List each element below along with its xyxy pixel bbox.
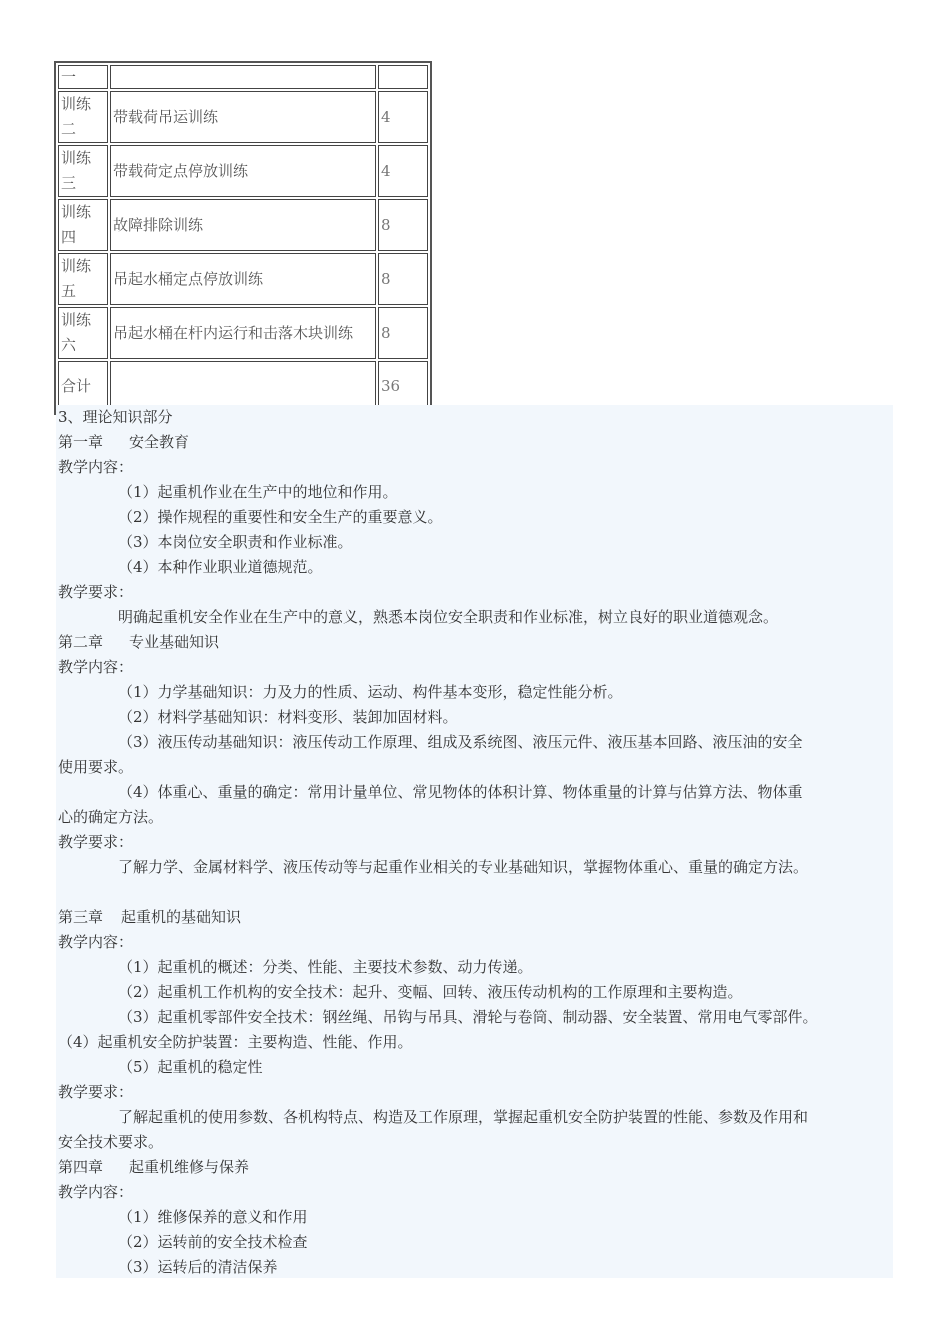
table-row bbox=[58, 361, 428, 411]
table-cell-name: 训练三 bbox=[58, 145, 108, 197]
list-item: （3）运转后的清洁保养 bbox=[118, 1258, 278, 1276]
list-item: （4）起重机安全防护装置：主要构造、性能、作用。 bbox=[58, 1033, 413, 1051]
requirement-text-continuation: 安全技术要求。 bbox=[58, 1133, 164, 1151]
table-row bbox=[58, 253, 428, 305]
list-item: （3）本岗位安全职责和作业标准。 bbox=[118, 533, 353, 551]
table-row bbox=[58, 199, 428, 251]
table-cell-name: 合计 bbox=[58, 361, 108, 411]
chapter-title: 专业基础知识 bbox=[129, 633, 220, 651]
table-cell-hours: 8 bbox=[378, 199, 428, 251]
table-cell-hours: 8 bbox=[378, 307, 428, 359]
table-cell-name: 一 bbox=[58, 65, 108, 89]
table-cell-name: 训练二 bbox=[58, 91, 108, 143]
chapter-4-heading bbox=[58, 1155, 249, 1180]
table-cell-hours bbox=[378, 65, 428, 89]
content-label: 教学内容： bbox=[58, 458, 134, 476]
training-hours-table bbox=[54, 61, 432, 415]
table-cell-name: 训练六 bbox=[58, 307, 108, 359]
requirement-text: 了解力学、金属材料学、液压传动等与起重作业相关的专业基础知识，掌握物体重心、重量的确定方法。 bbox=[118, 858, 809, 876]
chapter-label: 第二章 bbox=[58, 633, 104, 651]
chapter-label: 第四章 bbox=[58, 1158, 104, 1176]
list-item: （5）起重机的稳定性 bbox=[118, 1058, 263, 1076]
table-cell-hours: 4 bbox=[378, 145, 428, 197]
list-item: （1）起重机作业在生产中的地位和作用。 bbox=[118, 483, 398, 501]
table-cell-name: 训练五 bbox=[58, 253, 108, 305]
requirement-label: 教学要求： bbox=[58, 1083, 134, 1101]
list-item: （4）体重心、重量的确定：常用计量单位、常见物体的体积计算、物体重量的计算与估算方法、物体重 bbox=[118, 783, 803, 801]
table-row bbox=[58, 307, 428, 359]
table-cell-content bbox=[110, 361, 376, 411]
list-item: （2）起重机工作机构的安全技术：起升、变幅、回转、液压传动机构的工作原理和主要构造。 bbox=[118, 983, 743, 1001]
chapter-2-heading bbox=[58, 630, 219, 655]
list-item: （2）材料学基础知识：材料变形、装卸加固材料。 bbox=[118, 708, 458, 726]
list-item: （2）运转前的安全技术检查 bbox=[118, 1233, 308, 1251]
requirement-label: 教学要求： bbox=[58, 833, 134, 851]
content-label: 教学内容： bbox=[58, 658, 134, 676]
table-row bbox=[58, 65, 428, 89]
section-title: 3、理论知识部分 bbox=[58, 408, 173, 426]
chapter-label: 第三章 bbox=[58, 908, 104, 926]
table-cell-content: 故障排除训练 bbox=[110, 199, 376, 251]
table-cell-hours: 4 bbox=[378, 91, 428, 143]
requirement-text: 明确起重机安全作业在生产中的意义，熟悉本岗位安全职责和作业标准，树立良好的职业道德观念。 bbox=[118, 608, 779, 626]
chapter-1-heading bbox=[58, 430, 189, 455]
chapter-title: 安全教育 bbox=[129, 433, 190, 451]
content-label: 教学内容： bbox=[58, 933, 134, 951]
table-cell-name: 训练四 bbox=[58, 199, 108, 251]
table-cell-content bbox=[110, 65, 376, 89]
list-item: （3）液压传动基础知识：液压传动工作原理、组成及系统图、液压元件、液压基本回路、液压油的安全 bbox=[118, 733, 803, 751]
list-item-continuation: 使用要求。 bbox=[58, 758, 134, 776]
list-item: （1）维修保养的意义和作用 bbox=[118, 1208, 308, 1226]
chapter-3-heading bbox=[58, 905, 241, 930]
table-cell-hours: 8 bbox=[378, 253, 428, 305]
chapter-label: 第一章 bbox=[58, 433, 104, 451]
table-row bbox=[58, 145, 428, 197]
chapter-title: 起重机维修与保养 bbox=[129, 1158, 250, 1176]
list-item-continuation: 心的确定方法。 bbox=[58, 808, 164, 826]
table-cell-content: 带载荷定点停放训练 bbox=[110, 145, 376, 197]
list-item: （1）起重机的概述：分类、性能、主要技术参数、动力传递。 bbox=[118, 958, 533, 976]
list-item: （1）力学基础知识：力及力的性质、运动、构件基本变形，稳定性能分析。 bbox=[118, 683, 623, 701]
table-cell-hours: 36 bbox=[378, 361, 428, 411]
table-cell-content: 吊起水桶在杆内运行和击落木块训练 bbox=[110, 307, 376, 359]
requirement-text: 了解起重机的使用参数、各机构特点、构造及工作原理，掌握起重机安全防护装置的性能、参数及作用和 bbox=[118, 1108, 809, 1126]
table-cell-content: 吊起水桶定点停放训练 bbox=[110, 253, 376, 305]
list-item: （4）本种作业职业道德规范。 bbox=[118, 558, 323, 576]
list-item: （3）起重机零部件安全技术：钢丝绳、吊钩与吊具、滑轮与卷筒、制动器、安全装置、常用电气零部件。 bbox=[118, 1008, 818, 1026]
requirement-label: 教学要求： bbox=[58, 583, 134, 601]
table-row bbox=[58, 91, 428, 143]
table-cell-content: 带载荷吊运训练 bbox=[110, 91, 376, 143]
document-body bbox=[56, 405, 893, 1278]
chapter-title: 起重机的基础知识 bbox=[121, 908, 242, 926]
list-item: （2）操作规程的重要性和安全生产的重要意义。 bbox=[118, 508, 443, 526]
content-label: 教学内容： bbox=[58, 1183, 134, 1201]
